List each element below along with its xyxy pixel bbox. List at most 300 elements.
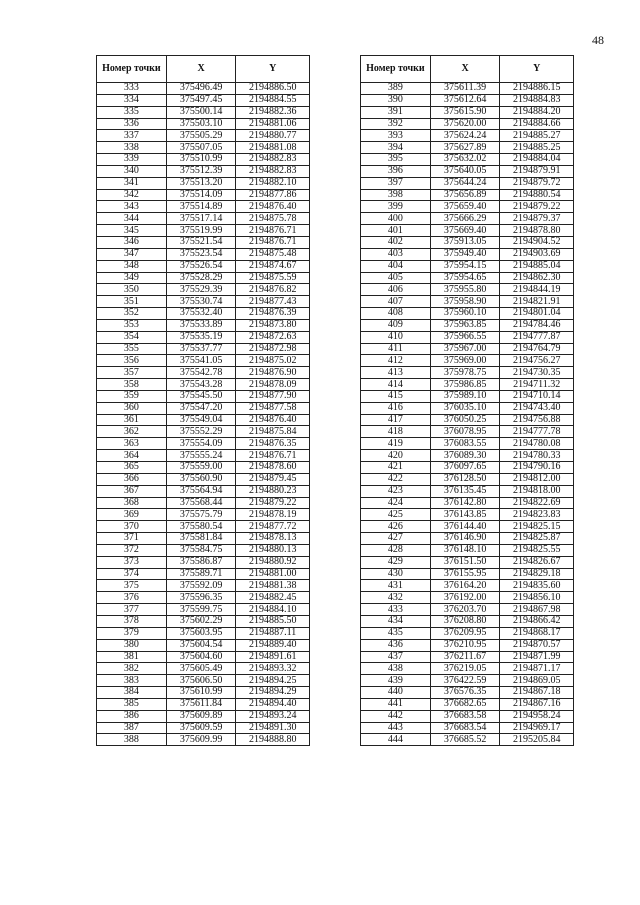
table-row [97, 308, 310, 320]
x-coordinate-cell: 376682.65 [430, 698, 500, 710]
y-coordinate-cell: 2194894.40 [236, 698, 310, 710]
table-row [97, 710, 310, 722]
table-row [97, 296, 310, 308]
x-coordinate-cell: 375541.05 [166, 355, 236, 367]
point-number-cell: 435 [361, 627, 431, 639]
point-number-cell: 342 [97, 189, 167, 201]
table-row [361, 556, 574, 568]
point-number-cell: 428 [361, 544, 431, 556]
y-coordinate-cell: 2194801.04 [500, 308, 574, 320]
y-coordinate-cell: 2194844.19 [500, 284, 574, 296]
point-number-cell: 353 [97, 319, 167, 331]
point-number-cell: 336 [97, 118, 167, 130]
y-coordinate-cell: 2194879.72 [500, 177, 574, 189]
x-coordinate-cell: 375533.89 [166, 319, 236, 331]
x-coordinate-cell: 375611.39 [430, 83, 500, 95]
x-coordinate-cell: 376192.00 [430, 592, 500, 604]
y-coordinate-cell: 2194891.30 [236, 722, 310, 734]
x-coordinate-cell: 375604.60 [166, 651, 236, 663]
y-coordinate-cell: 2194877.90 [236, 390, 310, 402]
point-number-cell: 344 [97, 213, 167, 225]
y-coordinate-cell: 2194825.15 [500, 521, 574, 533]
y-coordinate-cell: 2194777.87 [500, 331, 574, 343]
table-row [97, 473, 310, 485]
x-coordinate-cell: 375596.35 [166, 592, 236, 604]
point-number-cell: 394 [361, 142, 431, 154]
table-row [97, 225, 310, 237]
y-coordinate-cell: 2194880.77 [236, 130, 310, 142]
page-number: 48 [592, 33, 604, 47]
y-coordinate-cell: 2194877.72 [236, 521, 310, 533]
y-coordinate-cell: 2194756.27 [500, 355, 574, 367]
y-coordinate-cell: 2194866.42 [500, 615, 574, 627]
x-coordinate-cell: 376683.58 [430, 710, 500, 722]
x-coordinate-cell: 375605.49 [166, 663, 236, 675]
x-coordinate-cell: 375512.39 [166, 165, 236, 177]
table-row [97, 438, 310, 450]
table-row [361, 272, 574, 284]
table-row [361, 615, 574, 627]
y-coordinate-cell: 2194826.67 [500, 556, 574, 568]
point-number-cell: 350 [97, 284, 167, 296]
point-number-cell: 366 [97, 473, 167, 485]
table-row [97, 284, 310, 296]
point-number-cell: 443 [361, 722, 431, 734]
x-coordinate-cell: 375497.45 [166, 94, 236, 106]
table-row [361, 580, 574, 592]
point-number-cell: 391 [361, 106, 431, 118]
x-coordinate-cell: 375555.24 [166, 450, 236, 462]
table-row [361, 83, 574, 95]
header-point-number: Номер точки [361, 56, 431, 83]
x-coordinate-cell: 375513.20 [166, 177, 236, 189]
y-coordinate-cell: 2194872.63 [236, 331, 310, 343]
table-row [97, 248, 310, 260]
x-coordinate-cell: 375517.14 [166, 213, 236, 225]
y-coordinate-cell: 2194876.71 [236, 225, 310, 237]
y-coordinate-cell: 2194780.33 [500, 450, 574, 462]
x-coordinate-cell: 375519.99 [166, 225, 236, 237]
point-number-cell: 410 [361, 331, 431, 343]
table-row [97, 154, 310, 166]
table-row [361, 248, 574, 260]
y-coordinate-cell: 2194884.10 [236, 604, 310, 616]
table-row [97, 485, 310, 497]
y-coordinate-cell: 2194764.79 [500, 343, 574, 355]
table-row [361, 260, 574, 272]
point-number-cell: 372 [97, 544, 167, 556]
point-number-cell: 434 [361, 615, 431, 627]
point-number-cell: 376 [97, 592, 167, 604]
x-coordinate-cell: 375505.29 [166, 130, 236, 142]
point-number-cell: 404 [361, 260, 431, 272]
x-coordinate-cell: 375537.77 [166, 343, 236, 355]
table-row [361, 106, 574, 118]
y-coordinate-cell: 2194884.83 [500, 94, 574, 106]
y-coordinate-cell: 2194777.78 [500, 426, 574, 438]
table-row [361, 722, 574, 734]
x-coordinate-cell: 375615.90 [430, 106, 500, 118]
y-coordinate-cell: 2194790.16 [500, 462, 574, 474]
x-coordinate-cell: 375966.55 [430, 331, 500, 343]
y-coordinate-cell: 2194887.11 [236, 627, 310, 639]
point-number-cell: 382 [97, 663, 167, 675]
y-coordinate-cell: 2194876.40 [236, 201, 310, 213]
x-coordinate-cell: 376083.55 [430, 438, 500, 450]
y-coordinate-cell: 2194885.50 [236, 615, 310, 627]
y-coordinate-cell: 2194878.80 [500, 225, 574, 237]
point-number-cell: 426 [361, 521, 431, 533]
table-row [361, 592, 574, 604]
y-coordinate-cell: 2194856.10 [500, 592, 574, 604]
table-row [97, 698, 310, 710]
table-row [97, 390, 310, 402]
x-coordinate-cell: 375960.10 [430, 308, 500, 320]
point-number-cell: 378 [97, 615, 167, 627]
point-number-cell: 430 [361, 568, 431, 580]
point-number-cell: 361 [97, 414, 167, 426]
point-number-cell: 413 [361, 367, 431, 379]
point-number-cell: 369 [97, 509, 167, 521]
table-row [361, 402, 574, 414]
x-coordinate-cell: 376209.95 [430, 627, 500, 639]
x-coordinate-cell: 375528.29 [166, 272, 236, 284]
x-coordinate-cell: 375568.44 [166, 497, 236, 509]
point-number-cell: 348 [97, 260, 167, 272]
y-coordinate-cell: 2194829.18 [500, 568, 574, 580]
point-number-cell: 427 [361, 533, 431, 545]
y-coordinate-cell: 2194882.10 [236, 177, 310, 189]
y-coordinate-cell: 2194876.35 [236, 438, 310, 450]
y-coordinate-cell: 2194884.04 [500, 154, 574, 166]
x-coordinate-cell: 376683.54 [430, 722, 500, 734]
table-row [361, 544, 574, 556]
point-number-cell: 393 [361, 130, 431, 142]
point-number-cell: 400 [361, 213, 431, 225]
x-coordinate-cell: 376155.95 [430, 568, 500, 580]
y-coordinate-cell: 2194879.45 [236, 473, 310, 485]
point-number-cell: 339 [97, 154, 167, 166]
point-number-cell: 335 [97, 106, 167, 118]
point-number-cell: 356 [97, 355, 167, 367]
y-coordinate-cell: 2194879.22 [500, 201, 574, 213]
point-number-cell: 341 [97, 177, 167, 189]
point-number-cell: 337 [97, 130, 167, 142]
point-number-cell: 415 [361, 390, 431, 402]
y-coordinate-cell: 2194818.00 [500, 485, 574, 497]
x-coordinate-cell: 375547.20 [166, 402, 236, 414]
table-row [361, 236, 574, 248]
point-number-cell: 422 [361, 473, 431, 485]
y-coordinate-cell: 2194780.08 [500, 438, 574, 450]
y-coordinate-cell: 2194889.40 [236, 639, 310, 651]
table-row [361, 604, 574, 616]
y-coordinate-cell: 2194893.32 [236, 663, 310, 675]
x-coordinate-cell: 375529.39 [166, 284, 236, 296]
y-coordinate-cell: 2194894.29 [236, 687, 310, 699]
x-coordinate-cell: 376089.30 [430, 450, 500, 462]
point-number-cell: 377 [97, 604, 167, 616]
table-row [97, 260, 310, 272]
point-number-cell: 438 [361, 663, 431, 675]
x-coordinate-cell: 375507.05 [166, 142, 236, 154]
table-row [361, 213, 574, 225]
x-coordinate-cell: 376146.90 [430, 533, 500, 545]
table-row [361, 201, 574, 213]
x-coordinate-cell: 375609.89 [166, 710, 236, 722]
x-coordinate-cell: 376219.05 [430, 663, 500, 675]
table-row [97, 615, 310, 627]
point-number-cell: 373 [97, 556, 167, 568]
table-row [361, 450, 574, 462]
y-coordinate-cell: 2194867.18 [500, 687, 574, 699]
point-number-cell: 389 [361, 83, 431, 95]
x-coordinate-cell: 375552.29 [166, 426, 236, 438]
table-row [97, 177, 310, 189]
x-coordinate-cell: 375644.24 [430, 177, 500, 189]
x-coordinate-cell: 375602.29 [166, 615, 236, 627]
y-coordinate-cell: 2194784.46 [500, 319, 574, 331]
x-coordinate-cell: 375606.50 [166, 675, 236, 687]
y-coordinate-cell: 2194821.91 [500, 296, 574, 308]
x-coordinate-cell: 375500.14 [166, 106, 236, 118]
x-coordinate-cell: 375604.54 [166, 639, 236, 651]
y-coordinate-cell: 2194886.15 [500, 83, 574, 95]
y-coordinate-cell: 2194874.67 [236, 260, 310, 272]
x-coordinate-cell: 375543.28 [166, 379, 236, 391]
point-number-cell: 374 [97, 568, 167, 580]
table-row [97, 651, 310, 663]
point-number-cell: 399 [361, 201, 431, 213]
point-number-cell: 437 [361, 651, 431, 663]
x-coordinate-cell: 375530.74 [166, 296, 236, 308]
y-coordinate-cell: 2194873.80 [236, 319, 310, 331]
header-y: Y [236, 56, 310, 83]
y-coordinate-cell: 2194881.38 [236, 580, 310, 592]
point-number-cell: 383 [97, 675, 167, 687]
x-coordinate-cell: 376164.20 [430, 580, 500, 592]
table-row [97, 533, 310, 545]
point-number-cell: 401 [361, 225, 431, 237]
x-coordinate-cell: 376203.70 [430, 604, 500, 616]
x-coordinate-cell: 375510.99 [166, 154, 236, 166]
y-coordinate-cell: 2194884.66 [500, 118, 574, 130]
x-coordinate-cell: 376151.50 [430, 556, 500, 568]
point-number-cell: 439 [361, 675, 431, 687]
table-row [361, 663, 574, 675]
y-coordinate-cell: 2194710.14 [500, 390, 574, 402]
point-number-cell: 357 [97, 367, 167, 379]
coordinates-table-right [360, 55, 574, 746]
y-coordinate-cell: 2194812.00 [500, 473, 574, 485]
x-coordinate-cell: 375954.65 [430, 272, 500, 284]
table-row [97, 379, 310, 391]
table-row [361, 438, 574, 450]
point-number-cell: 392 [361, 118, 431, 130]
table-row [361, 485, 574, 497]
y-coordinate-cell: 2194886.50 [236, 83, 310, 95]
table-row [361, 675, 574, 687]
table-row [97, 94, 310, 106]
point-number-cell: 441 [361, 698, 431, 710]
x-coordinate-cell: 375978.75 [430, 367, 500, 379]
x-coordinate-cell: 375659.40 [430, 201, 500, 213]
table-row [361, 462, 574, 474]
y-coordinate-cell: 2195205.84 [500, 734, 574, 746]
table-row [97, 343, 310, 355]
table-row [97, 319, 310, 331]
point-number-cell: 419 [361, 438, 431, 450]
table-row [97, 106, 310, 118]
y-coordinate-cell: 2194879.37 [500, 213, 574, 225]
point-number-cell: 417 [361, 414, 431, 426]
y-coordinate-cell: 2194880.92 [236, 556, 310, 568]
table-row [97, 118, 310, 130]
x-coordinate-cell: 375609.99 [166, 734, 236, 746]
table-row [97, 165, 310, 177]
point-number-cell: 379 [97, 627, 167, 639]
table-row [361, 118, 574, 130]
x-coordinate-cell: 375535.19 [166, 331, 236, 343]
x-coordinate-cell: 376128.50 [430, 473, 500, 485]
y-coordinate-cell: 2194891.61 [236, 651, 310, 663]
point-number-cell: 380 [97, 639, 167, 651]
point-number-cell: 403 [361, 248, 431, 260]
y-coordinate-cell: 2194875.59 [236, 272, 310, 284]
table-row [361, 355, 574, 367]
x-coordinate-cell: 375554.09 [166, 438, 236, 450]
table-row [97, 367, 310, 379]
x-coordinate-cell: 376576.35 [430, 687, 500, 699]
y-coordinate-cell: 2194885.04 [500, 260, 574, 272]
y-coordinate-cell: 2194876.71 [236, 450, 310, 462]
x-coordinate-cell: 375610.99 [166, 687, 236, 699]
y-coordinate-cell: 2194876.82 [236, 284, 310, 296]
y-coordinate-cell: 2194882.83 [236, 154, 310, 166]
y-coordinate-cell: 2194875.48 [236, 248, 310, 260]
point-number-cell: 334 [97, 94, 167, 106]
y-coordinate-cell: 2194884.55 [236, 94, 310, 106]
table-row [97, 189, 310, 201]
table-row [361, 379, 574, 391]
x-coordinate-cell: 375599.75 [166, 604, 236, 616]
header-point-number: Номер точки [97, 56, 167, 83]
x-coordinate-cell: 375542.78 [166, 367, 236, 379]
table-row [97, 687, 310, 699]
x-coordinate-cell: 375954.15 [430, 260, 500, 272]
table-row [361, 509, 574, 521]
table-row [97, 331, 310, 343]
y-coordinate-cell: 2194878.09 [236, 379, 310, 391]
table-row [97, 556, 310, 568]
point-number-cell: 416 [361, 402, 431, 414]
point-number-cell: 340 [97, 165, 167, 177]
point-number-cell: 365 [97, 462, 167, 474]
table-row [97, 272, 310, 284]
table-row [97, 130, 310, 142]
point-number-cell: 387 [97, 722, 167, 734]
y-coordinate-cell: 2194878.13 [236, 533, 310, 545]
x-coordinate-cell: 375545.50 [166, 390, 236, 402]
y-coordinate-cell: 2194877.43 [236, 296, 310, 308]
table-row [97, 414, 310, 426]
y-coordinate-cell: 2194730.35 [500, 367, 574, 379]
point-number-cell: 398 [361, 189, 431, 201]
y-coordinate-cell: 2194877.58 [236, 402, 310, 414]
x-coordinate-cell: 376078.95 [430, 426, 500, 438]
header-x: X [166, 56, 236, 83]
x-coordinate-cell: 375514.09 [166, 189, 236, 201]
table-row [361, 94, 574, 106]
x-coordinate-cell: 375514.89 [166, 201, 236, 213]
point-number-cell: 420 [361, 450, 431, 462]
table-row [97, 497, 310, 509]
x-coordinate-cell: 375627.89 [430, 142, 500, 154]
y-coordinate-cell: 2194882.45 [236, 592, 310, 604]
point-number-cell: 360 [97, 402, 167, 414]
point-number-cell: 351 [97, 296, 167, 308]
table-row [361, 130, 574, 142]
x-coordinate-cell: 376422.59 [430, 675, 500, 687]
point-number-cell: 418 [361, 426, 431, 438]
table-row [361, 521, 574, 533]
x-coordinate-cell: 375559.00 [166, 462, 236, 474]
y-coordinate-cell: 2194879.22 [236, 497, 310, 509]
table-row [97, 450, 310, 462]
table-row [97, 462, 310, 474]
table-row [361, 154, 574, 166]
y-coordinate-cell: 2194869.05 [500, 675, 574, 687]
header-x: X [430, 56, 500, 83]
x-coordinate-cell: 376135.45 [430, 485, 500, 497]
table-row [97, 592, 310, 604]
x-coordinate-cell: 375581.84 [166, 533, 236, 545]
table-row [97, 663, 310, 675]
table-row [361, 319, 574, 331]
point-number-cell: 343 [97, 201, 167, 213]
point-number-cell: 352 [97, 308, 167, 320]
table-row [361, 698, 574, 710]
x-coordinate-cell: 375969.00 [430, 355, 500, 367]
y-coordinate-cell: 2194871.17 [500, 663, 574, 675]
y-coordinate-cell: 2194835.60 [500, 580, 574, 592]
table-row [361, 651, 574, 663]
table-row [97, 426, 310, 438]
point-number-cell: 407 [361, 296, 431, 308]
point-number-cell: 388 [97, 734, 167, 746]
y-coordinate-cell: 2194969.17 [500, 722, 574, 734]
x-coordinate-cell: 376208.80 [430, 615, 500, 627]
point-number-cell: 381 [97, 651, 167, 663]
point-number-cell: 425 [361, 509, 431, 521]
table-row [97, 580, 310, 592]
table-row [361, 390, 574, 402]
coordinates-table-left [96, 55, 310, 746]
y-coordinate-cell: 2194868.17 [500, 627, 574, 639]
table-row [97, 355, 310, 367]
table-row [361, 165, 574, 177]
table-row [361, 533, 574, 545]
x-coordinate-cell: 375624.24 [430, 130, 500, 142]
table-row [361, 627, 574, 639]
point-number-cell: 346 [97, 236, 167, 248]
table-row [97, 521, 310, 533]
point-number-cell: 409 [361, 319, 431, 331]
x-coordinate-cell: 376142.80 [430, 497, 500, 509]
point-number-cell: 432 [361, 592, 431, 604]
point-number-cell: 412 [361, 355, 431, 367]
x-coordinate-cell: 375584.75 [166, 544, 236, 556]
